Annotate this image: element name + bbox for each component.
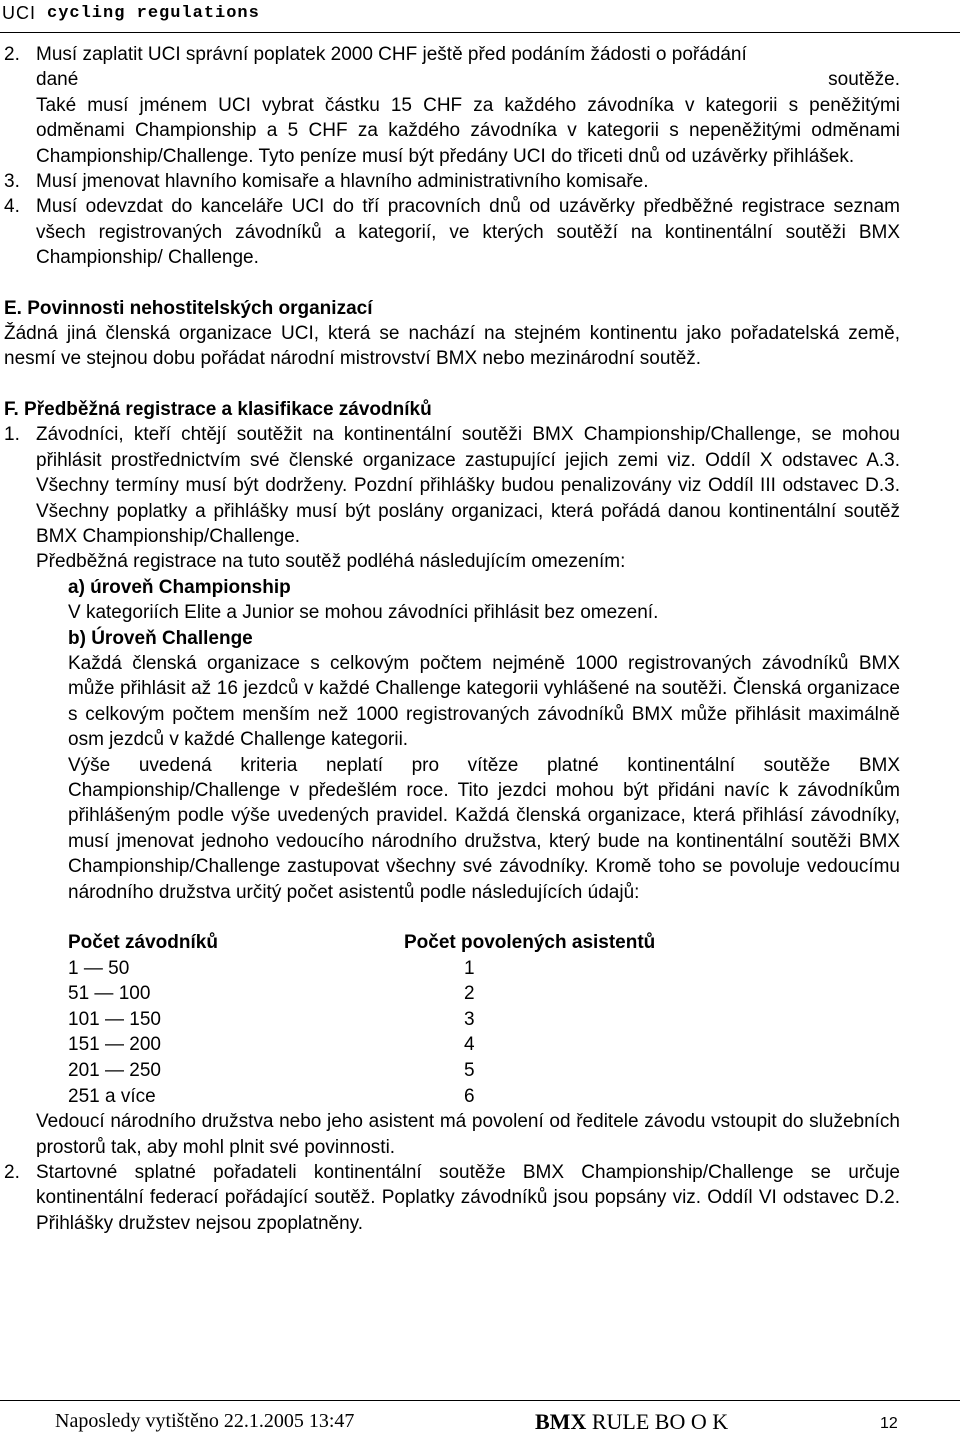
book-title bbox=[535, 1409, 728, 1435]
list-item bbox=[0, 422, 960, 549]
subsection-a-heading: a) úroveň Championship bbox=[68, 576, 291, 598]
item-text: Musí zaplatit UCI správní poplatek 2000 CHF ještě před podáním žádosti o pořádání dané soutěže. Také musí jménem UCI vybrat částku 15 CHF za každého závodníka v kategorii s peněžitými odměnami Championship a 5 CHF za každého závodníka v kategorii s nepeněžitými odměnami Championship/Challenge. Tyto peníze musí být předány UCI do třiceti dnů od uzávěrky přihlášek. bbox=[36, 42, 900, 169]
table-row: 51 — 100 2 bbox=[68, 983, 475, 1005]
book-title-rest: RULE BO O K bbox=[591, 1409, 729, 1434]
section-e-heading: E. Povinnosti nehostitelských organizací bbox=[4, 297, 373, 319]
table-row: 151 — 200 4 bbox=[68, 1034, 475, 1056]
list-item bbox=[0, 42, 960, 169]
header-org: UCI bbox=[2, 3, 36, 23]
item-text: Musí odevzdat do kanceláře UCI do tří pracovních dnů od uzávěrky předběžné registrace seznam všech registrovaných závodníků a kategorií, ve kterých soutěží na kontinentální soutěži BMX Championship/ Challenge. bbox=[36, 196, 900, 269]
table-row: 201 — 250 5 bbox=[68, 1059, 475, 1081]
table-row: 1 — 50 1 bbox=[68, 957, 475, 979]
table-row: 101 — 150 3 bbox=[68, 1008, 475, 1030]
item-continuation: Také musí jménem UCI vybrat částku 15 CHF za každého závodníka v kategorii s peněžitými odměnami Championship a 5 CHF za každého závodníka v kategorii s nepeněžitými odměnami Championship/Challenge. Tyto peníze musí být předány UCI do třiceti dnů od uzávěrky přihlášek. bbox=[36, 94, 900, 167]
item-text: Musí jmenovat hlavního komisaře a hlavního administrativního komisaře. bbox=[36, 171, 649, 193]
item-number: 4. bbox=[4, 196, 20, 218]
book-title-bold: BMX bbox=[535, 1409, 587, 1434]
page-number: 12 bbox=[880, 1415, 898, 1432]
column-header-assistants: Počet povolených asistentů bbox=[404, 932, 656, 953]
page-header bbox=[0, 0, 960, 33]
table-header-row bbox=[68, 930, 864, 956]
subsection-b-heading: b) Úroveň Challenge bbox=[68, 627, 253, 649]
column-header-riders: Počet závodníků bbox=[68, 932, 218, 953]
document-body bbox=[0, 42, 960, 1236]
header-title: cycling regulations bbox=[47, 4, 260, 23]
list-item bbox=[0, 194, 960, 270]
item-number: 2. bbox=[4, 1161, 20, 1183]
item-text: Závodníci, kteří chtějí soutěžit na kontinentální soutěži BMX Championship/Challenge, se mohou přihlásit prostřednictvím své členské organizace zastupující jejich zemi viz. Oddíl X odstavec A.3. Všechny termíny musí být dodrženy. Pozdní přihlášky budou penalizovány viz Oddíl III odstavec D.3. Všechny poplatky a přihlášky musí být poslány organizaci, která pořádá danou kontinentální soutěž BMX Championship/Challenge. bbox=[36, 424, 900, 547]
section-f-heading: F. Předběžná registrace a klasifikace závodníků bbox=[4, 398, 432, 420]
item-number: 2. bbox=[4, 44, 20, 65]
limits-intro: Předběžná registrace na tuto soutěž podléhá následujícím omezením: bbox=[36, 551, 626, 573]
after-table-text: Vedoucí národního družstva nebo jeho asistent má povolení od ředitele závodu vstoupit do služebních prostorů tak, aby mohl plnit své povinnosti. bbox=[36, 1111, 900, 1158]
subsection-a-text: V kategoriích Elite a Junior se mohou závodníci přihlásit bez omezení. bbox=[68, 602, 659, 624]
item-text: Startovné splatné pořadateli kontinentální soutěže BMX Championship/Challenge se určuje kontinentální federací pořádající soutěž. Poplatky závodníků jsou popsány viz. Oddíl VI odstavec D.2. Přihlášky družstev nejsou zpoplatněny. bbox=[36, 1161, 900, 1234]
assistants-table bbox=[68, 930, 864, 1109]
subsection-b-text-2: Výše uvedená kriteria neplatí pro vítěze platné kontinentální soutěže BMX Championship/Challenge v předešlém roce. Tito jezdci mohou být přidáni navíc k závodníkům přihlášeným podle výše uvedených pravidel. Každá členská organizace, která přihlásí závodníky, musí jmenovat jednoho vedoucího národního družstva, který bude na kontinentální soutěži BMX Championship/Challenge zastupovat všechny své závodníky. Kromě toho se povoluje vedoucímu národního družstva určitý počet asistentů podle následujících údajů: bbox=[68, 754, 900, 903]
page-footer bbox=[0, 1400, 960, 1437]
list-item bbox=[0, 169, 960, 194]
section-e-text: Žádná jiná členská organizace UCI, která se nachází na stejném kontinentu jako pořadatelská země, nesmí ve stejnou dobu pořádat národní mistrovství BMX nebo mezinárodní soutěž. bbox=[4, 323, 900, 370]
last-printed: Naposledy vytištěno 22.1.2005 13:47 bbox=[55, 1410, 355, 1432]
list-item bbox=[0, 1160, 960, 1236]
item-number: 1. bbox=[4, 424, 20, 446]
table-row: 251 a více 6 bbox=[68, 1085, 475, 1107]
item-number: 3. bbox=[4, 171, 20, 193]
subsection-b-text: Každá členská organizace s celkovým počtem nejméně 1000 registrovaných závodníků BMX může přihlásit až 16 jezdců v každé Challenge kategorii vyhlášené na soutěži. Členská organizace s celkovým počtem menším než 1000 registrovaných závodníků BMX může přihlásit maximálně osm jezdců v každé Challenge kategorii. bbox=[68, 652, 900, 751]
